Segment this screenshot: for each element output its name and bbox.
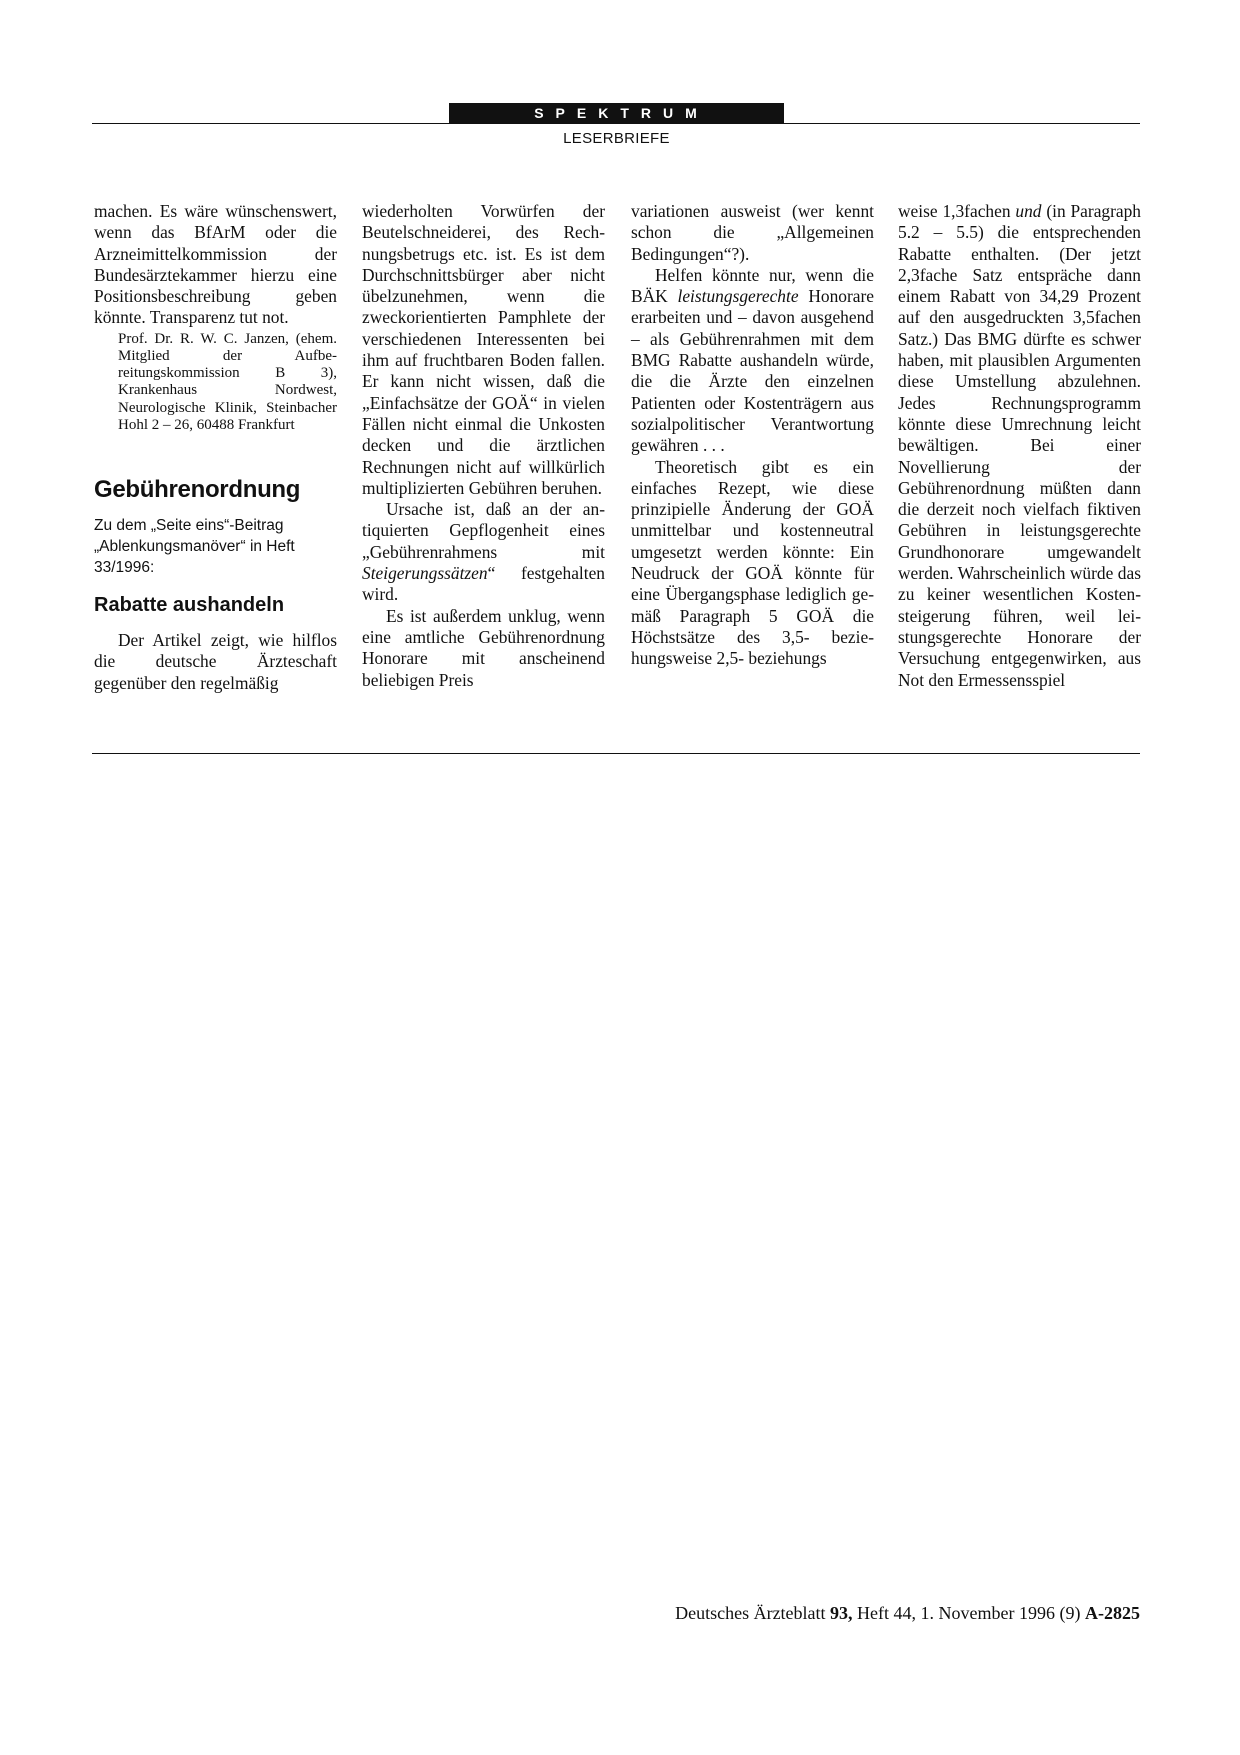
paragraph: machen. Es wäre wünschenswert, wenn das BfArM oder die Arzneimittelkommission der Bundesärztekammer hierzu eine Positionsbeschreibung geben könnte. Transparenz tut not. [94,201,337,328]
page-footer: Deutsches Ärzteblatt 93, Heft 44, 1. November 1996 (9) A-2825 [675,1603,1140,1623]
article-bottom-rule [92,753,1140,754]
letter-title: Rabatte aushandeln [94,594,285,616]
column-2 [362,201,605,691]
subsection-label: LESERBRIEFE [563,130,670,147]
column-3 [631,201,874,670]
header-rule [92,123,1140,124]
paragraph: wiederholten Vorwürfen der Beutelschneiderei, des Rechnungsbetrugs etc. ist. Es ist dem Durchschnittsbürger aber nicht übelzunehmen, wenn die zweckorientierten Pamphlete der verschiedenen Interessenten bei ihm auf fruchtbaren Boden fallen. Er kann nicht wissen, daß die „Einfachsätze der GOÄ“ in vielen Fällen nicht einmal die Unkosten decken und die ärztlichen Rechnungen nicht auf willkürlich multiplizierten Gebühren beruhen. [362,201,605,498]
column-1 [94,201,337,694]
paragraph: Der Artikel zeigt, wie hilflos die deutsche Ärzteschaft gegenüber den regelmäßig [94,630,337,693]
section-title: Gebührenordnung [94,476,301,503]
page-number: A-2825 [1085,1603,1140,1623]
paragraph: Es ist außerdem unklug, wenn eine amtliche Gebührenordnung Honorare mit anscheinend beliebigen Preis [362,605,605,690]
paragraph: weise 1,3fachen und (in Paragraph 5.2 – 5.5) die entsprechenden Rabatte enthalten. (Der jetzt 2,3fache Satz entspräche dann einem Rabatt von 34,29 Prozent auf den ausgedruckten 3,5fachen Satz.) Das BMG dürfte es schwer haben, mit plausiblen Argumenten diese Umstellung abzulehnen. Jedes Rechnungsprogramm könnte diese Umrechnung leicht bewältigen. Bei einer Novellierung der Gebührenordnung müßten dann die derzeit noch vielfach fiktiven Gebühren in leistungsgerechte Grundhonorare umgewandelt werden. Wahrscheinlich würde das zu keiner wesentlichen Kostensteigerung führen, weil leistungsgerechte Honorare der Versuchung entgegenwirken, aus Not den Ermessensspiel [898,201,1142,690]
article-columns [94,201,1142,739]
paragraph: Helfen könnte nur, wenn die BÄK leistungsgerechte Honorare erarbeiten und – davon ausgehend – als Gebührenrahmen mit dem BMG Rabatte aushandeln würde, die die Ärzte den einzelnen Patienten oder Kostenträgern aus sozialpolitischer Verantwortung gewähren . . . [631,264,874,456]
section-label: SPEKTRUM [449,103,784,123]
paragraph: variationen ausweist (wer kennt schon die „Allgemeinen Bedingungen“?). [631,201,874,264]
column-4 [898,201,1141,691]
paragraph: Theoretisch gibt es ein einfaches Rezept, wie diese prinzipielle Änderung der GOÄ unmittelbar und kostenneutral umgesetzt werden könnte: Ein Neudruck der GOÄ könnte für eine Übergangsphase lediglich gemäß Paragraph 5 GOÄ die Höchstsätze des 3,5- beziehungsweise 2,5- beziehungs [631,456,874,669]
article-reference: Zu dem „Seite eins“-Beitrag „Ablenkungsmanöver“ in Heft 33/1996: [94,517,295,576]
letter-signature: Prof. Dr. R. W. C. Janzen, (ehem. Mitglied der Aufbereitungskommission B 3), Krankenhaus Nordwest, Neurologische Klinik, Steinbacher Hohl 2 – 26, 60488 Frankfurt [118,330,337,433]
paragraph: Ursache ist, daß an der antiquierten Gepflogenheit eines „Gebührenrahmens mit Steigerungssätzen“ festgehalten wird. [362,499,605,605]
